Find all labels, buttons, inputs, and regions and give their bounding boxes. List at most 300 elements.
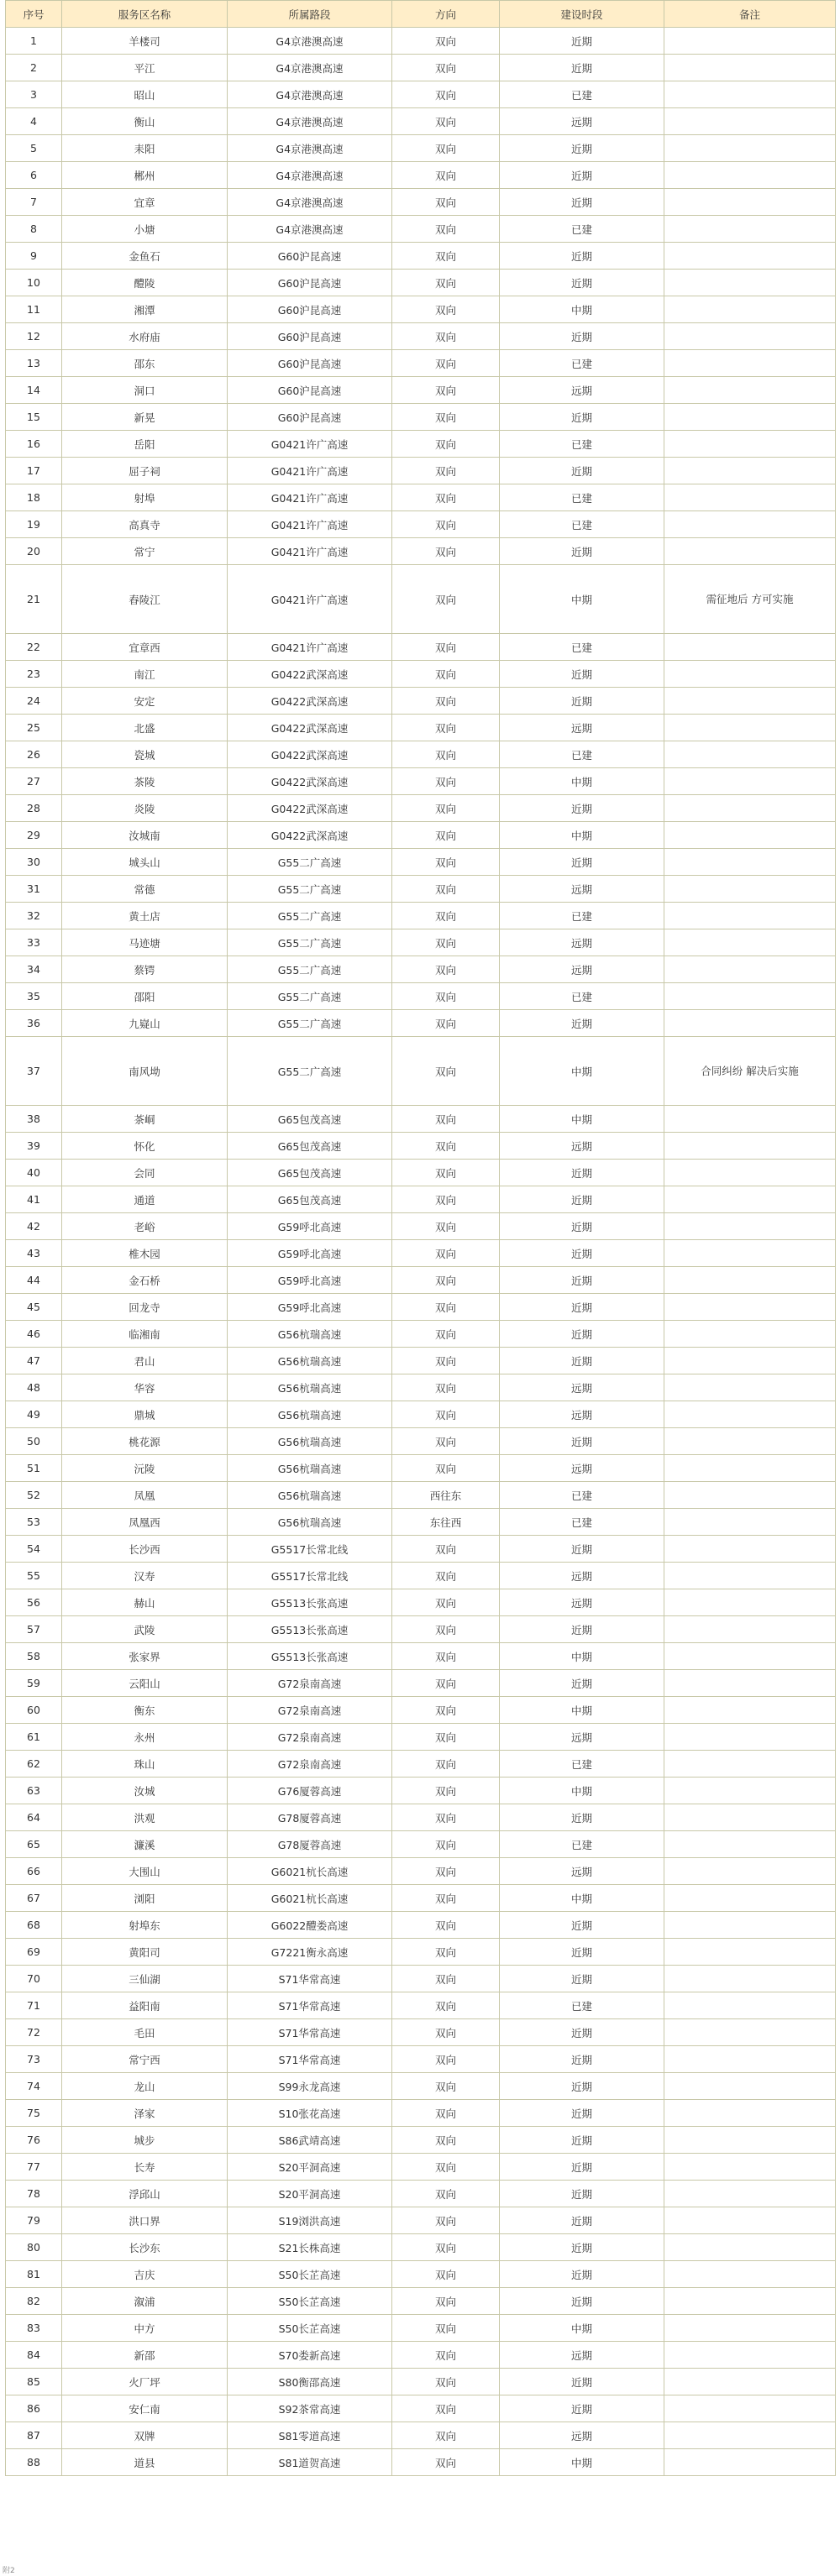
cell-remark	[664, 2395, 836, 2422]
cell-period: 远期	[500, 2342, 664, 2369]
cell-index: 9	[6, 243, 62, 270]
table-row	[6, 243, 836, 270]
table-row	[6, 2207, 836, 2234]
table-row	[6, 1751, 836, 1778]
cell-remark	[664, 1374, 836, 1401]
cell-period: 远期	[500, 2422, 664, 2449]
table-row	[6, 1106, 836, 1133]
cell-index: 68	[6, 1912, 62, 1939]
cell-period: 近期	[500, 849, 664, 876]
cell-remark	[664, 1321, 836, 1348]
cell-road: S71华常高速	[228, 1992, 392, 2019]
cell-name: 安定	[62, 688, 228, 715]
cell-period: 中期	[500, 565, 664, 634]
cell-remark	[664, 431, 836, 458]
cell-name: 泽家	[62, 2100, 228, 2127]
cell-name: 北盛	[62, 715, 228, 741]
cell-index: 52	[6, 1482, 62, 1509]
cell-road: G0422武深高速	[228, 768, 392, 795]
cell-remark	[664, 1778, 836, 1804]
cell-period: 近期	[500, 458, 664, 484]
table-row	[6, 1670, 836, 1697]
cell-direction: 双向	[392, 2127, 500, 2154]
cell-period: 近期	[500, 404, 664, 431]
cell-remark	[664, 1401, 836, 1428]
cell-road: G78厦蓉高速	[228, 1804, 392, 1831]
cell-road: G56杭瑞高速	[228, 1401, 392, 1428]
cell-road: G6021杭长高速	[228, 1885, 392, 1912]
cell-period: 近期	[500, 538, 664, 565]
cell-name: 新晃	[62, 404, 228, 431]
table-row	[6, 795, 836, 822]
cell-direction: 双向	[392, 1186, 500, 1213]
cell-remark	[664, 1428, 836, 1455]
cell-name: 吉庆	[62, 2261, 228, 2288]
cell-name: 火厂坪	[62, 2369, 228, 2395]
cell-period: 近期	[500, 243, 664, 270]
table-row	[6, 876, 836, 903]
cell-index: 10	[6, 270, 62, 296]
cell-name: 赫山	[62, 1589, 228, 1616]
cell-index: 15	[6, 404, 62, 431]
table-row	[6, 1778, 836, 1804]
cell-index: 75	[6, 2100, 62, 2127]
cell-name: 炎陵	[62, 795, 228, 822]
cell-direction: 双向	[392, 876, 500, 903]
cell-road: G0421许广高速	[228, 538, 392, 565]
cell-index: 2	[6, 55, 62, 81]
cell-road: G65包茂高速	[228, 1133, 392, 1160]
cell-name: 张家界	[62, 1643, 228, 1670]
cell-name: 邵阳	[62, 983, 228, 1010]
table-row	[6, 1348, 836, 1374]
table-row	[6, 1697, 836, 1724]
cell-period: 近期	[500, 270, 664, 296]
cell-name: 益阳南	[62, 1992, 228, 2019]
cell-road: G6021杭长高速	[228, 1858, 392, 1885]
cell-name: 湘潭	[62, 296, 228, 323]
table-row	[6, 2342, 836, 2369]
cell-index: 29	[6, 822, 62, 849]
cell-index: 59	[6, 1670, 62, 1697]
cell-index: 79	[6, 2207, 62, 2234]
cell-name: 常宁	[62, 538, 228, 565]
table-row	[6, 741, 836, 768]
cell-direction: 双向	[392, 2154, 500, 2181]
cell-period: 远期	[500, 929, 664, 956]
header-name: 服务区名称	[62, 1, 228, 28]
cell-index: 60	[6, 1697, 62, 1724]
table-row	[6, 2395, 836, 2422]
cell-road: G65包茂高速	[228, 1160, 392, 1186]
header-index: 序号	[6, 1, 62, 28]
cell-remark	[664, 270, 836, 296]
table-row	[6, 983, 836, 1010]
table-row	[6, 1536, 836, 1563]
cell-direction: 双向	[392, 2315, 500, 2342]
cell-name: 会同	[62, 1160, 228, 1186]
cell-direction: 双向	[392, 189, 500, 216]
cell-direction: 双向	[392, 2019, 500, 2046]
cell-remark	[664, 216, 836, 243]
cell-remark	[664, 1751, 836, 1778]
cell-name: 溆浦	[62, 2288, 228, 2315]
cell-remark	[664, 1670, 836, 1697]
cell-period: 近期	[500, 1536, 664, 1563]
cell-direction: 双向	[392, 715, 500, 741]
cell-index: 53	[6, 1509, 62, 1536]
cell-direction: 双向	[392, 55, 500, 81]
table-row	[6, 2369, 836, 2395]
cell-name: 桃花源	[62, 1428, 228, 1455]
cell-period: 近期	[500, 1804, 664, 1831]
cell-direction: 双向	[392, 768, 500, 795]
cell-name: 永州	[62, 1724, 228, 1751]
cell-name: 耒阳	[62, 135, 228, 162]
cell-index: 27	[6, 768, 62, 795]
cell-name: 水府庙	[62, 323, 228, 350]
cell-index: 1	[6, 28, 62, 55]
cell-road: S50长芷高速	[228, 2288, 392, 2315]
table-row	[6, 81, 836, 108]
cell-direction: 双向	[392, 2181, 500, 2207]
cell-remark	[664, 162, 836, 189]
cell-road: S20平洞高速	[228, 2154, 392, 2181]
table-row	[6, 2449, 836, 2476]
table-row	[6, 296, 836, 323]
cell-direction: 双向	[392, 1697, 500, 1724]
cell-period: 远期	[500, 1589, 664, 1616]
cell-road: G0421许广高速	[228, 431, 392, 458]
cell-remark	[664, 377, 836, 404]
cell-road: G4京港澳高速	[228, 108, 392, 135]
table-row	[6, 2073, 836, 2100]
cell-remark	[664, 1509, 836, 1536]
cell-name: 常宁西	[62, 2046, 228, 2073]
cell-name: 马迹塘	[62, 929, 228, 956]
cell-name: 回龙寺	[62, 1294, 228, 1321]
cell-period: 远期	[500, 876, 664, 903]
cell-road: G72泉南高速	[228, 1670, 392, 1697]
cell-index: 42	[6, 1213, 62, 1240]
cell-remark	[664, 1616, 836, 1643]
cell-road: G60沪昆高速	[228, 350, 392, 377]
cell-period: 近期	[500, 1160, 664, 1186]
cell-remark	[664, 2073, 836, 2100]
cell-direction: 双向	[392, 1616, 500, 1643]
cell-road: S99永龙高速	[228, 2073, 392, 2100]
cell-direction: 西往东	[392, 1482, 500, 1509]
cell-road: G0421许广高速	[228, 484, 392, 511]
table-row	[6, 458, 836, 484]
cell-road: G72泉南高速	[228, 1724, 392, 1751]
cell-remark	[664, 1455, 836, 1482]
cell-name: 临湘南	[62, 1321, 228, 1348]
cell-direction: 双向	[392, 1010, 500, 1037]
cell-road: G59呼北高速	[228, 1267, 392, 1294]
cell-direction: 双向	[392, 2288, 500, 2315]
cell-name: 汝城南	[62, 822, 228, 849]
footer-text: 附2	[3, 2567, 15, 2575]
cell-direction: 双向	[392, 511, 500, 538]
cell-period: 已建	[500, 81, 664, 108]
table-row	[6, 661, 836, 688]
table-row	[6, 1885, 836, 1912]
cell-period: 近期	[500, 135, 664, 162]
cell-name: 安仁南	[62, 2395, 228, 2422]
cell-name: 常德	[62, 876, 228, 903]
cell-period: 近期	[500, 2154, 664, 2181]
cell-direction: 双向	[392, 565, 500, 634]
cell-period: 近期	[500, 2207, 664, 2234]
cell-direction: 双向	[392, 1321, 500, 1348]
cell-name: 浏阳	[62, 1885, 228, 1912]
cell-period: 近期	[500, 162, 664, 189]
table-row	[6, 377, 836, 404]
cell-remark	[664, 1992, 836, 2019]
table-row	[6, 565, 836, 634]
cell-direction: 双向	[392, 983, 500, 1010]
cell-period: 近期	[500, 2046, 664, 2073]
cell-remark	[664, 135, 836, 162]
table-row	[6, 956, 836, 983]
cell-direction: 双向	[392, 2422, 500, 2449]
cell-index: 38	[6, 1106, 62, 1133]
cell-period: 近期	[500, 1321, 664, 1348]
cell-index: 45	[6, 1294, 62, 1321]
table-row	[6, 2422, 836, 2449]
cell-period: 远期	[500, 377, 664, 404]
cell-remark	[664, 795, 836, 822]
cell-direction: 双向	[392, 431, 500, 458]
cell-index: 25	[6, 715, 62, 741]
cell-remark	[664, 1240, 836, 1267]
table-row	[6, 634, 836, 661]
cell-direction: 双向	[392, 2207, 500, 2234]
cell-name: 金石桥	[62, 1267, 228, 1294]
cell-period: 近期	[500, 2073, 664, 2100]
cell-direction: 双向	[392, 1751, 500, 1778]
cell-road: G56杭瑞高速	[228, 1509, 392, 1536]
cell-name: 屈子祠	[62, 458, 228, 484]
cell-name: 君山	[62, 1348, 228, 1374]
cell-period: 远期	[500, 715, 664, 741]
cell-index: 51	[6, 1455, 62, 1482]
cell-remark	[664, 903, 836, 929]
cell-period: 近期	[500, 323, 664, 350]
cell-direction: 东往西	[392, 1509, 500, 1536]
cell-remark	[664, 983, 836, 1010]
table-row	[6, 1401, 836, 1428]
cell-remark	[664, 2100, 836, 2127]
cell-name: 浮邱山	[62, 2181, 228, 2207]
cell-road: G55二广高速	[228, 903, 392, 929]
cell-road: G56杭瑞高速	[228, 1321, 392, 1348]
cell-name: 小塘	[62, 216, 228, 243]
cell-index: 88	[6, 2449, 62, 2476]
cell-index: 67	[6, 1885, 62, 1912]
cell-index: 11	[6, 296, 62, 323]
cell-period: 近期	[500, 1213, 664, 1240]
cell-index: 19	[6, 511, 62, 538]
cell-index: 66	[6, 1858, 62, 1885]
cell-name: 瓷城	[62, 741, 228, 768]
table-row	[6, 822, 836, 849]
cell-name: 汉寿	[62, 1563, 228, 1589]
table-row	[6, 1939, 836, 1966]
table-row	[6, 1294, 836, 1321]
cell-road: G0422武深高速	[228, 822, 392, 849]
cell-road: S10张花高速	[228, 2100, 392, 2127]
cell-name: 洞口	[62, 377, 228, 404]
cell-road: S71华常高速	[228, 2046, 392, 2073]
cell-period: 已建	[500, 903, 664, 929]
cell-remark	[664, 688, 836, 715]
cell-index: 80	[6, 2234, 62, 2261]
cell-remark	[664, 511, 836, 538]
cell-road: G60沪昆高速	[228, 377, 392, 404]
cell-direction: 双向	[392, 243, 500, 270]
cell-name: 中方	[62, 2315, 228, 2342]
cell-name: 怀化	[62, 1133, 228, 1160]
cell-name: 衡山	[62, 108, 228, 135]
cell-remark	[664, 296, 836, 323]
cell-remark	[664, 1348, 836, 1374]
cell-index: 86	[6, 2395, 62, 2422]
cell-name: 九嶷山	[62, 1010, 228, 1037]
cell-period: 远期	[500, 1374, 664, 1401]
cell-direction: 双向	[392, 956, 500, 983]
cell-index: 35	[6, 983, 62, 1010]
cell-road: G0422武深高速	[228, 688, 392, 715]
cell-name: 醴陵	[62, 270, 228, 296]
cell-remark	[664, 849, 836, 876]
cell-period: 远期	[500, 1401, 664, 1428]
cell-period: 中期	[500, 1106, 664, 1133]
cell-direction: 双向	[392, 1133, 500, 1160]
cell-period: 近期	[500, 1939, 664, 1966]
table-row	[6, 2127, 836, 2154]
cell-remark	[664, 1294, 836, 1321]
cell-direction: 双向	[392, 661, 500, 688]
cell-direction: 双向	[392, 2395, 500, 2422]
cell-index: 63	[6, 1778, 62, 1804]
cell-road: S80衡邵高速	[228, 2369, 392, 2395]
cell-direction: 双向	[392, 270, 500, 296]
cell-road: S70娄新高速	[228, 2342, 392, 2369]
table-row	[6, 1509, 836, 1536]
cell-name: 椎木园	[62, 1240, 228, 1267]
cell-period: 远期	[500, 1858, 664, 1885]
cell-remark	[664, 1010, 836, 1037]
cell-period: 近期	[500, 1240, 664, 1267]
cell-direction: 双向	[392, 1037, 500, 1106]
table-row	[6, 511, 836, 538]
cell-name: 大围山	[62, 1858, 228, 1885]
cell-period: 远期	[500, 1563, 664, 1589]
table-row	[6, 270, 836, 296]
header-period: 建设时段	[500, 1, 664, 28]
cell-remark	[664, 538, 836, 565]
cell-index: 54	[6, 1536, 62, 1563]
cell-remark	[664, 2288, 836, 2315]
cell-direction: 双向	[392, 1724, 500, 1751]
cell-period: 已建	[500, 350, 664, 377]
cell-remark	[664, 661, 836, 688]
cell-period: 已建	[500, 431, 664, 458]
cell-index: 22	[6, 634, 62, 661]
cell-remark	[664, 404, 836, 431]
cell-index: 37	[6, 1037, 62, 1106]
cell-direction: 双向	[392, 2449, 500, 2476]
table-row	[6, 1966, 836, 1992]
table-row	[6, 2019, 836, 2046]
cell-direction: 双向	[392, 903, 500, 929]
cell-period: 近期	[500, 1010, 664, 1037]
cell-period: 已建	[500, 1831, 664, 1858]
cell-index: 49	[6, 1401, 62, 1428]
cell-direction: 双向	[392, 1106, 500, 1133]
table-row	[6, 2181, 836, 2207]
table-row	[6, 929, 836, 956]
cell-road: G6022醴娄高速	[228, 1912, 392, 1939]
cell-direction: 双向	[392, 108, 500, 135]
cell-remark	[664, 929, 836, 956]
cell-direction: 双向	[392, 458, 500, 484]
cell-period: 中期	[500, 1697, 664, 1724]
cell-remark	[664, 2342, 836, 2369]
cell-road: G56杭瑞高速	[228, 1428, 392, 1455]
cell-remark	[664, 1885, 836, 1912]
cell-road: G60沪昆高速	[228, 270, 392, 296]
table-row	[6, 1267, 836, 1294]
table-row	[6, 1240, 836, 1267]
table-row	[6, 2288, 836, 2315]
cell-name: 城步	[62, 2127, 228, 2154]
cell-direction: 双向	[392, 1885, 500, 1912]
cell-index: 34	[6, 956, 62, 983]
cell-remark	[664, 876, 836, 903]
cell-index: 3	[6, 81, 62, 108]
cell-direction: 双向	[392, 2261, 500, 2288]
cell-remark	[664, 2127, 836, 2154]
cell-name: 云阳山	[62, 1670, 228, 1697]
cell-index: 57	[6, 1616, 62, 1643]
cell-index: 33	[6, 929, 62, 956]
cell-index: 84	[6, 2342, 62, 2369]
cell-name: 舂陵江	[62, 565, 228, 634]
cell-road: S81零道高速	[228, 2422, 392, 2449]
cell-index: 64	[6, 1804, 62, 1831]
cell-direction: 双向	[392, 484, 500, 511]
cell-road: G4京港澳高速	[228, 216, 392, 243]
cell-road: S81道贺高速	[228, 2449, 392, 2476]
cell-direction: 双向	[392, 1213, 500, 1240]
cell-period: 近期	[500, 28, 664, 55]
cell-road: G5513长张高速	[228, 1616, 392, 1643]
cell-index: 23	[6, 661, 62, 688]
table-row	[6, 2261, 836, 2288]
cell-index: 73	[6, 2046, 62, 2073]
cell-period: 中期	[500, 1643, 664, 1670]
cell-road: G0422武深高速	[228, 795, 392, 822]
cell-direction: 双向	[392, 1563, 500, 1589]
cell-direction: 双向	[392, 1348, 500, 1374]
cell-index: 30	[6, 849, 62, 876]
cell-direction: 双向	[392, 1267, 500, 1294]
table-row	[6, 1455, 836, 1482]
cell-period: 近期	[500, 2181, 664, 2207]
